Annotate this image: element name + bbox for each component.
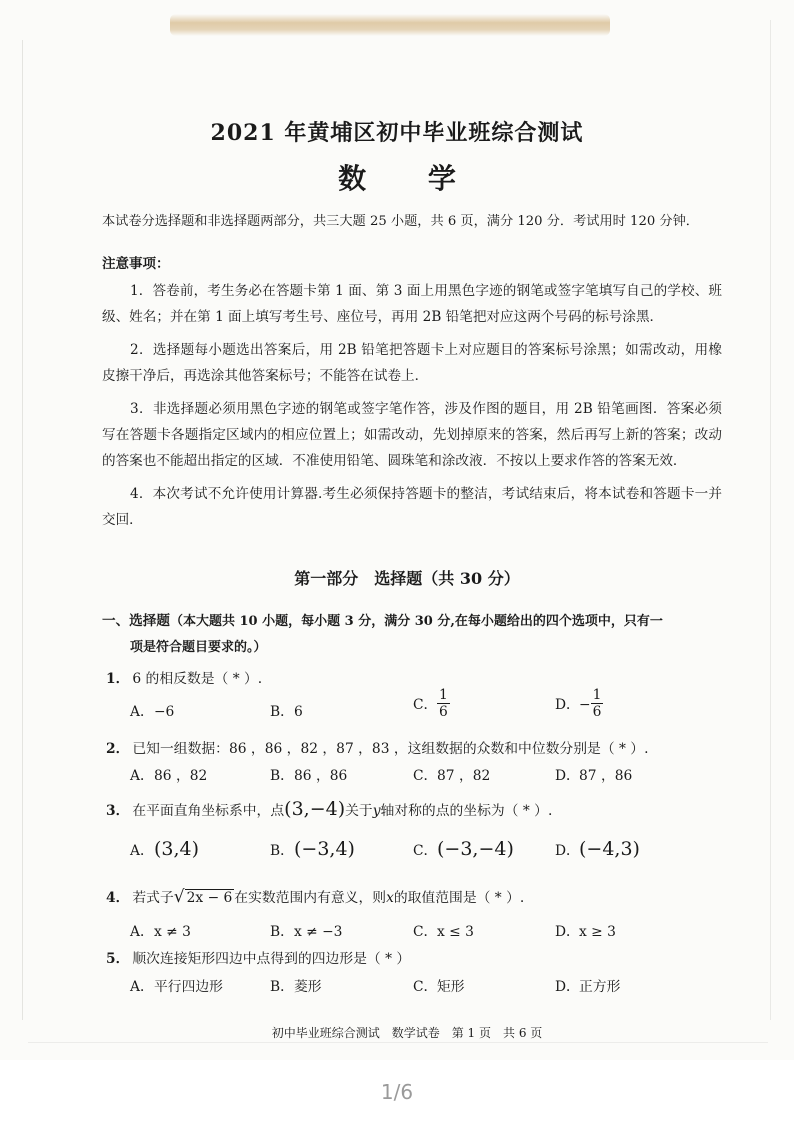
option-d	[555, 920, 616, 940]
fraction-numerator: 1	[439, 687, 448, 703]
question-stem: 在实数范围内有意义，则	[234, 890, 387, 906]
option-label: A．	[130, 979, 154, 995]
option-value: 正方形	[579, 979, 621, 995]
option-label: D．	[555, 924, 580, 940]
tape-strip	[170, 14, 610, 36]
option-value: x ≠ 3	[154, 924, 191, 940]
question-number: 1．	[106, 671, 130, 687]
sqrt-sign: √	[173, 887, 185, 907]
option-a	[130, 700, 174, 720]
page-indicator: 1/6	[380, 1080, 414, 1104]
notice-heading: 注意事项：	[102, 256, 170, 272]
fraction-denominator: 6	[592, 704, 602, 720]
notice-list	[102, 278, 722, 533]
question-2	[106, 737, 648, 757]
option-d	[555, 689, 603, 722]
notice-item: 2．选择题每小题选出答案后，用 2B 铅笔把答题卡上对应题目的答案标号涂黑；如需改动，用橡皮擦干净后，再选涂其他答案标号；不能答在试卷上．	[102, 342, 722, 384]
option-b	[270, 700, 303, 720]
section-detail-2: 项是符合题目要求的。）	[130, 640, 267, 655]
option-label: D．	[555, 768, 580, 784]
question-stem: 的取值范围是（ * ）.	[393, 890, 525, 906]
exam-subject: 数 学	[338, 162, 482, 195]
fraction-numerator: 1	[592, 687, 602, 703]
question-number: 5．	[106, 951, 130, 967]
option-value: 87 ，82	[437, 768, 491, 784]
section-lead: 一、选择题	[102, 613, 170, 629]
option-value: (−4,3)	[579, 838, 640, 860]
fraction	[591, 687, 604, 720]
option-value: (−3,−4)	[437, 838, 514, 860]
question-stem: 已知一组数据：86 ，86 ，82 ，87 ，83 ，这组数据的众数和中位数分别是（ * ）.	[132, 741, 649, 757]
section-detail: （本大题共 10 小题，每小题 3 分，满分 30 分,在每小题给出的四个选项中，只有一	[169, 614, 663, 629]
question-4	[106, 886, 524, 907]
option-value: 86 ，86	[294, 768, 348, 784]
question-stem: 若式子	[132, 890, 174, 906]
option-value: 87 ，86	[579, 768, 633, 784]
question-1-options	[130, 687, 730, 740]
question-stem: 顺次连接矩形四边中点得到的四边形是（ * ）	[132, 951, 411, 967]
option-c	[413, 975, 465, 995]
option-value: (−3,4)	[294, 838, 355, 860]
option-label: B．	[270, 768, 294, 784]
axis-variable: y	[372, 803, 381, 819]
option-c	[413, 838, 514, 860]
question-number: 2．	[106, 741, 130, 757]
option-label: C．	[413, 697, 438, 713]
option-b	[270, 975, 322, 995]
option-value: 86 ，82	[154, 768, 208, 784]
option-label: D．	[555, 697, 580, 713]
fraction-denominator: 6	[439, 704, 448, 720]
page-footer: 初中毕业班综合测试 数学试卷 第 1 页 共 6 页	[271, 1026, 543, 1040]
option-d	[555, 838, 640, 860]
option-label: C．	[413, 979, 438, 995]
question-stem: 关于	[345, 803, 373, 819]
option-value: x ≥ 3	[579, 924, 616, 940]
option-c	[413, 764, 490, 784]
option-value: 矩形	[437, 979, 465, 995]
option-c	[413, 689, 450, 722]
question-5-options	[130, 975, 730, 1015]
option-label: B．	[270, 843, 294, 859]
option-label: D．	[555, 843, 580, 859]
question-stem: 轴对称的点的坐标为（ * ）.	[380, 803, 553, 819]
option-a	[130, 838, 199, 860]
option-d	[555, 975, 620, 995]
option-label: B．	[270, 704, 294, 720]
notice-item: 4．本次考试不允许使用计算器.考生必须保持答题卡的整洁，考试结束后，将本试卷和答题卡一并交回．	[102, 486, 722, 528]
option-value: −6	[154, 704, 175, 720]
question-number: 3．	[106, 803, 130, 819]
option-label: A．	[130, 924, 154, 940]
option-value: 平行四边形	[154, 979, 223, 995]
question-stem: 6 的相反数是（ * ）.	[132, 671, 263, 687]
fraction	[437, 687, 450, 720]
option-sign: −	[579, 697, 591, 713]
point-coordinates: (3,−4)	[284, 798, 346, 820]
option-b	[270, 838, 355, 860]
option-label: C．	[413, 924, 438, 940]
notice-item: 1．答卷前，考生务必在答题卡第 1 面、第 3 面上用黑色字迹的钢笔或签字笔填写自己的学校、班级、姓名；并在第 1 面上填写考生号、座位号，再用 2B 铅笔把对应这两个号码的标号涂黑．	[102, 283, 722, 325]
option-label: A．	[130, 704, 154, 720]
question-1	[106, 667, 262, 687]
scan-edge-bottom	[28, 1042, 768, 1043]
option-label: A．	[130, 843, 154, 859]
option-label: A．	[130, 768, 154, 784]
option-c	[413, 920, 474, 940]
exam-title: 2021 年黄埔区初中毕业班综合测试	[210, 120, 584, 146]
option-value: 菱形	[294, 979, 322, 995]
option-d	[555, 764, 632, 784]
question-3	[106, 798, 552, 820]
option-value: 6	[294, 704, 303, 720]
option-b	[270, 764, 347, 784]
option-label: B．	[270, 924, 294, 940]
option-value: x ≠ −3	[294, 924, 343, 940]
section-heading: 第一部分 选择题（共 30 分）	[294, 569, 520, 588]
exam-intro: 本试卷分选择题和非选择题两部分，共三大题 25 小题，共 6 页，满分 120 分．考试用时 120 分钟．	[102, 214, 699, 229]
option-value: (3,4)	[154, 838, 200, 860]
radicand: 2x − 6	[186, 890, 233, 906]
option-label: C．	[413, 768, 438, 784]
option-a	[130, 764, 207, 784]
option-label: D．	[555, 979, 580, 995]
question-stem: 在平面直角坐标系中，点	[132, 803, 285, 819]
option-a	[130, 920, 191, 940]
question-5	[106, 947, 410, 967]
option-b	[270, 920, 342, 940]
variable-x: x	[386, 890, 394, 906]
option-value: x ≤ 3	[437, 924, 474, 940]
question-3-options	[130, 838, 730, 878]
section-instructions	[102, 608, 724, 661]
question-number: 4．	[106, 890, 130, 906]
notice-item: 3．非选择题必须用黑色字迹的钢笔或签字笔作答，涉及作图的题目，用 2B 铅笔画图．答案必须写在答题卡各题指定区域内的相应位置上；如需改动，先划掉原来的答案，然后再写上新的答案；改动的答案也不能超出指定的区域．不准使用铅笔、圆珠笔和涂改液．不按以上要求作答的答案无效．	[102, 401, 722, 469]
option-label: C．	[413, 843, 438, 859]
option-label: B．	[270, 979, 294, 995]
option-a	[130, 975, 223, 995]
